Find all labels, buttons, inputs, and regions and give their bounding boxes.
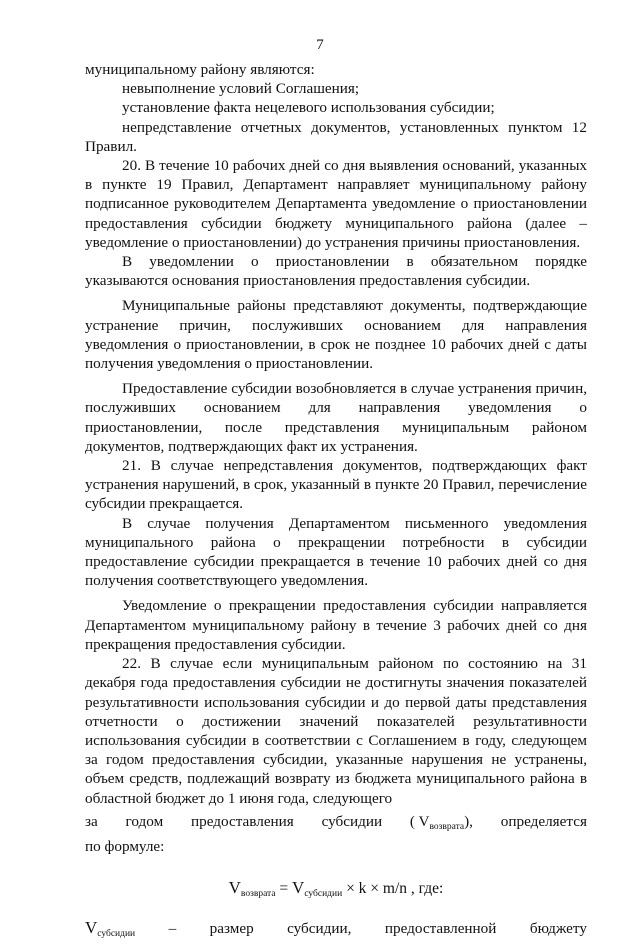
document-body (85, 60, 587, 945)
clause-21: 21. В случае непредставления документов, подтверждающих факт устранения нарушений, в срок, указанный в пункте 20 Правил, перечисление субсидии прекращается. (85, 457, 587, 513)
word: годом (125, 812, 164, 830)
word: определяется (500, 812, 587, 830)
refund-variable: ( $V_{возврата}$), (409, 812, 473, 832)
clause-22: 22. В случае если муниципальным районом по состоянию на 31 декабря года предоставления субсидии не достигнуты значения показателей результативности использования субсидии и до первой даты представления отчетности о достижении значений показателей результативности использования субсидии в соответствии с Соглашением в году, следующем за годом предоставления субсидии, указанные нарушения не устранены, объем средств, подлежащий возврату из бюджета муниципального района в областной бюджет до 1 июня года, следующего (85, 655, 587, 807)
clause-20: 20. В течение 10 рабочих дней со дня выявления оснований, указанных в пункте 19 Правил, Департамент направляет муниципальному району подписанное руководителем Департамента уведомление о приостановлении предоставления субсидии бюджету муниципального района (далее – уведомление о приостановлении) до устранения причины приостановления. (85, 157, 587, 251)
list-item: невыполнение условий Соглашения; (122, 80, 360, 98)
paragraph: Уведомление о прекращении предоставления субсидии направляется Департаментом муниципальному району в течение 3 рабочих дней со дня прекращения предоставления субсидии. (85, 597, 587, 653)
word: предоставленной (384, 920, 497, 938)
paragraph: В случае получения Департаментом письменного уведомления муниципального района о прекращении потребности в субсидии предоставление субсидии прекращается в течение 10 рабочих дней со дня получения соответствующего уведомления. (85, 514, 587, 590)
dash: – (168, 920, 177, 938)
paragraph: муниципальному району являются: (85, 61, 315, 78)
refund-formula: $V_{возврата} = V_{субсидии} \times k \times m/n$ , где: (228, 878, 444, 900)
word: субсидии (321, 812, 383, 830)
clause-22-tail (85, 812, 587, 837)
word: бюджету (529, 920, 587, 938)
word: предоставления (191, 812, 294, 830)
word: субсидии, (287, 920, 352, 938)
word: размер (209, 920, 254, 938)
paragraph: Предоставление субсидии возобновляется в случае устранения причин, послуживших основанием для направления уведомления о приостановлении, после представления муниципальным районом документов, подтверждающих факт их устранения. (85, 380, 587, 455)
paragraph: по формуле: (85, 837, 165, 855)
subsidy-variable: $V_{субсидии}$ (85, 918, 136, 940)
paragraph: В уведомлении о приостановлении в обязательном порядке указываются основания приостановления предоставления субсидии. (85, 253, 587, 290)
definition-line (85, 918, 587, 944)
list-item: непредставление отчетных документов, установленных пунктом 12 Правил. (85, 118, 587, 155)
page-number: 7 (316, 37, 324, 53)
list-item: установление факта нецелевого использования субсидии; (122, 99, 495, 117)
paragraph: Муниципальные районы представляют документы, подтверждающие устранение причин, послуживших основанием для направления уведомления о приостановлении, в срок не позднее 10 рабочих дней с даты получения уведомления о приостановлении. (85, 297, 587, 373)
word: за (85, 812, 98, 830)
